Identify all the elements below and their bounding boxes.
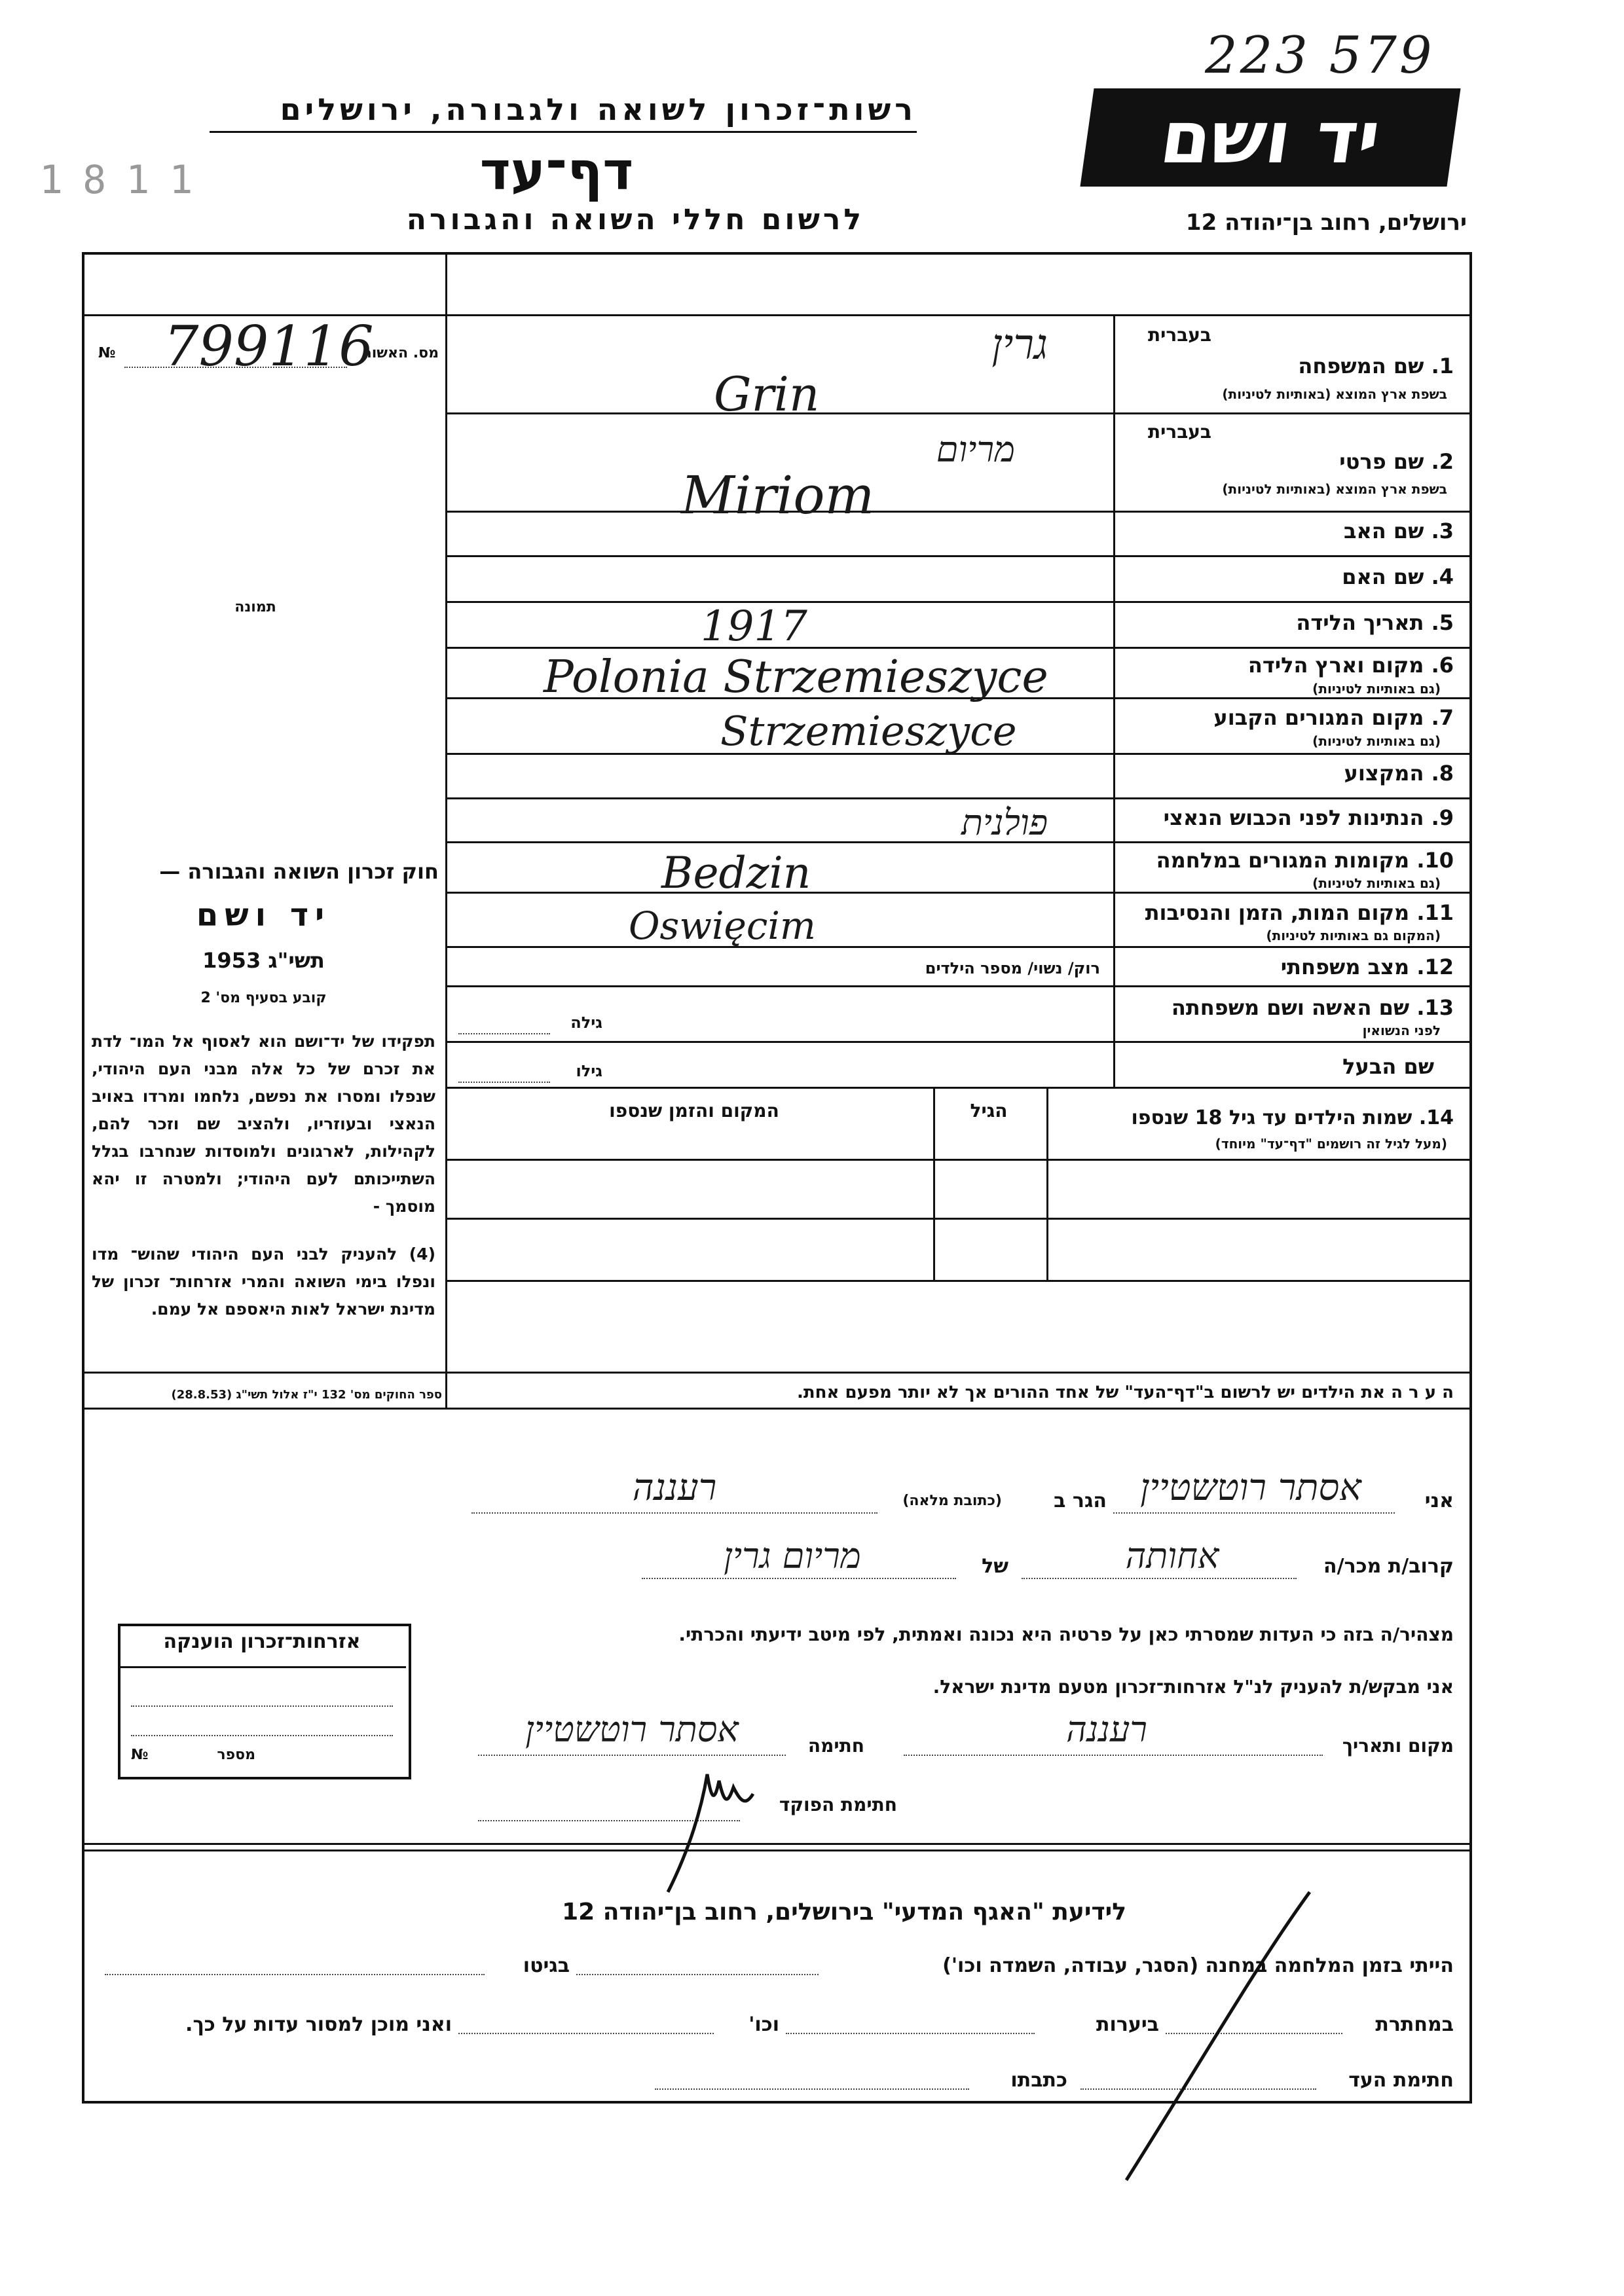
law-source: ספר החוקים מס' 132 י"ז אלול תשי"ג (28.8.53) — [171, 1388, 442, 1402]
camp-label: הייתי בזמן המלחמה במחנה (הסגר, עבודה, השמדה וכו') — [942, 1954, 1454, 1977]
yad-vashem-logo — [1080, 88, 1460, 187]
archive-stamp-number: 223 579 — [1205, 26, 1435, 85]
citizenship-no: № — [131, 1747, 149, 1763]
field-1-label: 1. שם המשפחה — [1298, 354, 1454, 378]
declarant-address[interactable]: רעננה — [632, 1467, 717, 1509]
declarant-name[interactable]: אסתר רוטשטיין — [1140, 1467, 1361, 1509]
law-year: תשי"ג 1953 — [202, 948, 325, 973]
left-stamp-number: 1811 — [39, 157, 213, 203]
scientific-dept-title: לידיעת "האגף המדעי" בירושלים, רחוב בן־יהודה 12 — [562, 1899, 1126, 1925]
relation-label: קרוב/ת מכר/ה — [1323, 1555, 1454, 1578]
officer-signature-mark — [642, 1735, 760, 1899]
field-7-sub: (גם באותיות לטיניות) — [1312, 733, 1441, 749]
declaration-statement: מצהיר/ה בזה כי העדות שמסרתי כאן על פרטיה היא נכונה ואמתית, לפי מיטב ידיעתי והכרתי. — [678, 1624, 1454, 1645]
law-text-1: תפקידו של יד־ושם הוא לאסוף אל המו־ לדת את זכרם של כל אלה מבני העם היהודי, שנפלו ומסרו את נפשם, נלחמו ומרדו באויב הנאצי ובעוזריו, ולהציב שם וזכר להם, לקהילות, לארגונים ולמוסדות שנחרבו בגלל השתייכותם לעם היהודי; ולמטרה זו יהא מוסמך - — [92, 1032, 435, 1216]
field-6-label: 6. מקום וארץ הלידה — [1247, 653, 1454, 678]
field-6-sub: (גם באותיות לטיניות) — [1312, 681, 1441, 697]
marital-status-options[interactable]: רוק/ נשוי/ מספר הילדים — [925, 959, 1100, 977]
birth-place[interactable]: Polonia Strzemieszyce — [544, 651, 1048, 703]
field-1-tag: בעברית — [1147, 324, 1211, 346]
field-2-tag: בעברית — [1147, 421, 1211, 443]
children-place-header: המקום והזמן שנספו — [609, 1100, 779, 1121]
declaration-ani: אני — [1424, 1489, 1454, 1512]
victim-name-declaration[interactable]: מריום גרין — [724, 1535, 861, 1576]
declaration-resides: הגר ב — [1054, 1489, 1107, 1512]
willing-testify-label: ואני מוכן למסור עדות על כך. — [185, 2013, 452, 2036]
form-title: דף־עד — [479, 141, 634, 202]
first-name-latin[interactable]: Miriom — [681, 465, 875, 526]
declaration-address-hint: (כתובת מלאה) — [902, 1493, 1002, 1509]
place-date-label: מקום ותאריך — [1342, 1735, 1454, 1757]
logo-text: יד ושם — [1155, 96, 1386, 179]
witness-address-label: כתבתו — [1010, 2069, 1067, 2092]
diagonal-strike-mark — [1113, 1886, 1323, 2187]
citizenship-title: אזרחות־זכרון הוענקה — [163, 1630, 361, 1653]
label-column-divider — [1113, 314, 1115, 1087]
law-clause: קובע בסעיף מס' 2 — [200, 990, 327, 1006]
field-2-sub: בשפת ארץ המוצא (באותיות לטיניות) — [1222, 481, 1447, 497]
wartime-residence[interactable]: Bedzin — [661, 848, 811, 898]
field-1-sub: בשפת ארץ המוצא (באותיות לטיניות) — [1222, 386, 1447, 402]
citizenship-number-label: מספר — [217, 1747, 255, 1763]
declarant-signature[interactable]: אסתר רוטשטיין — [525, 1709, 739, 1750]
field-11-label: 11. מקום המות, הזמן והנסיבות — [1145, 900, 1454, 925]
field-10-label: 10. מקומות המגורים במלחמה — [1156, 848, 1454, 873]
law-text-2: (4) להעניק לבני העם היהודי שהוש־ מדו ונפלו בימי השואה והמרי אזרחות־ זכרון של מדינת ישראל לאות היאספם אל עמם. — [92, 1245, 435, 1319]
field-10-sub: (גם באותיות לטיניות) — [1312, 875, 1441, 891]
birth-date[interactable]: 1917 — [701, 602, 807, 651]
law-title: חוק זכרון השואה והגבורה — — [159, 859, 439, 884]
permanent-residence[interactable]: Strzemieszyce — [720, 707, 1017, 755]
first-name-hebrew[interactable]: מריום — [936, 429, 1015, 470]
field-2-label: 2. שם פרטי — [1339, 449, 1454, 474]
family-name-hebrew[interactable]: גרין — [991, 321, 1048, 369]
husband-name-label: שם הבעל — [1342, 1054, 1434, 1079]
etc-label: וכו' — [748, 2013, 779, 2036]
ghetto-label: בגיטו — [523, 1954, 570, 1977]
field-7-label: 7. מקום המגורים הקבוע — [1213, 705, 1454, 730]
field-8-label: 8. המקצוע — [1344, 761, 1454, 786]
children-sub: (מעל לגיל זה רושמים "דף־עד" מיוחד) — [1215, 1136, 1447, 1152]
authority-underline — [210, 131, 917, 133]
field-13-label: 13. שם האשה ושם משפחתה — [1171, 995, 1454, 1020]
field-5-label: 5. תאריך הלידה — [1296, 610, 1454, 635]
field-12-label: 12. מצב משפחתי — [1280, 955, 1454, 979]
family-name-latin[interactable]: Grin — [714, 367, 820, 422]
yv-address: ירושלים, רחוב בן־יהודה 12 — [1185, 210, 1467, 236]
children-note: ה ע ר ה את הילדים יש לרשום ב"דף־העד" של אחד ההורים אך לא יותר מפעם אחת. — [797, 1383, 1454, 1402]
underground-label: במחתרת — [1375, 2013, 1454, 2036]
wife-age-label: גילה — [570, 1013, 602, 1032]
of-label: של — [982, 1555, 1008, 1578]
certificate-label: מס. האשור — [363, 345, 439, 361]
field-13-sub: לפני הנשואין — [1362, 1023, 1441, 1038]
death-place[interactable]: Oswięcim — [629, 903, 816, 948]
forests-label: ביערות — [1096, 2013, 1159, 2036]
nationality[interactable]: פולנית — [961, 802, 1048, 843]
left-column-divider — [445, 252, 447, 1408]
children-label: 14. שמות הילדים עד גיל 18 שנספו — [1131, 1106, 1454, 1129]
relation-value[interactable]: אחותה — [1125, 1535, 1219, 1576]
authority-name: רשות־זכרון לשואה ולגבורה, ירושלים — [280, 92, 917, 127]
witness-signature-label: חתימת העד — [1348, 2069, 1454, 2092]
law-name: יד ושם — [196, 897, 331, 934]
certificate-number: 799116 — [164, 314, 374, 378]
husband-age-label: גילו — [576, 1062, 602, 1080]
photo-label: תמונה — [234, 599, 276, 615]
certificate-no-sign: № — [98, 345, 116, 361]
place-date-value[interactable]: רעננה — [1066, 1709, 1147, 1750]
officer-signature-label: חתימת הפוקד — [779, 1794, 897, 1815]
declaration-request: אני מבקש/ת להעניק לנ"ל אזרחות־זכרון מטעם מדינת ישראל. — [932, 1676, 1454, 1698]
children-age-header: הגיל — [970, 1100, 1008, 1121]
form-subtitle: לרשום חללי השואה והגבורה — [406, 203, 864, 236]
field-4-label: 4. שם האם — [1342, 564, 1454, 589]
signature-label: חתימה — [807, 1735, 864, 1757]
field-9-label: 9. הנתינות לפני הכבוש הנאצי — [1163, 805, 1454, 830]
field-11-sub: (המקום גם באותיות לטיניות) — [1266, 928, 1441, 943]
field-3-label: 3. שם האב — [1343, 519, 1454, 543]
